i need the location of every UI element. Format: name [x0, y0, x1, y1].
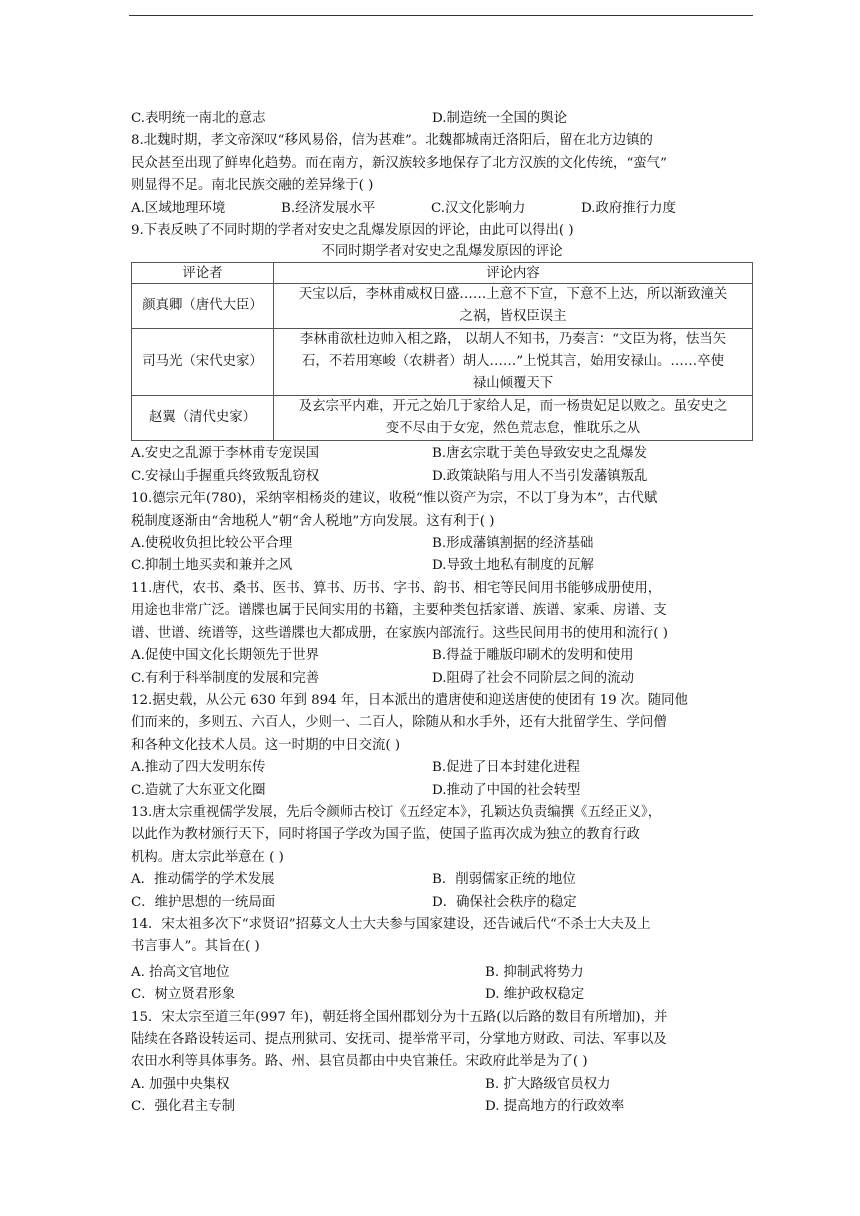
q10-stem-line: 税制度逐渐由“舍地税人”朝“舍人税地”方向发展。这有利于( ): [131, 513, 495, 529]
reviewer-cell: 赵翼（清代史家）: [132, 396, 274, 441]
q9-review-table: [131, 262, 753, 441]
table-row: [132, 396, 753, 441]
exam-page: [131, 108, 753, 1119]
q8-stem-line: 民众甚至出现了鲜卑化趋势。而在南方，新汉族较多地保存了北方汉族的文化传统，“蛮气”: [131, 155, 667, 171]
q11-option-c[interactable]: C.有利于科举制度的发展和完善: [131, 670, 320, 686]
content-line: 李林甫欲杜边帅入相之路， 以胡人不知书，乃奏言：“文臣为将，怯当矢: [299, 332, 727, 348]
q14-option-d[interactable]: D. 维护政权稳定: [485, 987, 585, 1003]
content-line: 及玄宗平内难，开元之始几于家给人足，而一杨贵妃足以败之。虽安史之: [298, 399, 728, 415]
question-13: [131, 802, 753, 914]
table-row: [132, 329, 753, 396]
q15-options-row: [131, 1096, 753, 1118]
content-line: 禄山倾覆天下: [472, 376, 554, 392]
q15-option-d[interactable]: D. 提高地方的行政效率: [485, 1099, 625, 1115]
q12-option-b[interactable]: B.促进了日本封建化进程: [432, 760, 581, 776]
header-reviewer: 评论者: [132, 263, 274, 284]
q11-option-a[interactable]: A.促使中国文化长期领先于世界: [131, 648, 320, 664]
q11-stem-line: 11.唐代，农书、桑书、医书、算书、历书、字书、韵书、相宅等民间用书能够成册使用，: [131, 580, 662, 596]
q8-option-a[interactable]: A.区域地理环境: [131, 200, 226, 216]
q9-option-d[interactable]: D.政策缺陷与用人不当引发藩镇叛乱: [432, 468, 648, 484]
q13-option-c[interactable]: C．维护思想的一统局面: [131, 894, 276, 910]
q12-option-d[interactable]: D.推动了中国的社会转型: [432, 782, 581, 798]
table-header-row: [132, 263, 753, 284]
question-12: [131, 690, 753, 802]
q10-option-c[interactable]: C.抑制土地买卖和兼并之风: [131, 558, 293, 574]
q13-option-a[interactable]: A．推动儒学的学术发展: [131, 872, 275, 888]
q14-stem-line: 书言事人”。其旨在( ): [131, 939, 260, 955]
q12-options-row: [131, 780, 753, 802]
q11-option-d[interactable]: D.阻碍了社会不同阶层之间的流动: [432, 670, 634, 686]
q9-option-c[interactable]: C.安禄山手握重兵终致叛乱窃权: [131, 468, 320, 484]
q11-options-row: [131, 668, 753, 690]
q13-options-row: [131, 892, 753, 914]
q8-stem-line: 则显得不足。南北民族交融的差异缘于( ): [131, 178, 374, 194]
q11-option-b[interactable]: B.得益于雕版印刷术的发明和使用: [432, 648, 634, 664]
q12-option-a[interactable]: A.推动了四大发明东传: [131, 760, 266, 776]
q10-option-a[interactable]: A.使税收负担比较公平合理: [131, 536, 293, 552]
header-rule: [129, 15, 753, 16]
q9-table-caption: 不同时期学者对安史之乱爆发原因的评论: [321, 244, 563, 260]
q12-option-c[interactable]: C.造就了大东亚文化圈: [131, 782, 266, 798]
q11-stem-line: 谱、世谱、统谱等，这些谱牒也大都成册，在家族内部流行。这些民间用书的使用和流行( ): [131, 625, 668, 641]
question-10: [131, 488, 753, 578]
q14-option-c[interactable]: C．树立贤君形象: [131, 987, 235, 1003]
content-line: 变不尽由于女宠，然色荒志怠，惟耽乐之从: [385, 421, 641, 437]
q13-stem-line: 13.唐太宗重视儒学发展，先后令颜师古校订《五经定本》，孔颖达负责编撰《五经正义》，: [131, 804, 662, 820]
q9-options-row: [131, 466, 753, 488]
q8-stem-line: 8.北魏时期，孝文帝深叹“移风易俗，信为甚难”。北魏都城南迁洛阳后，留在北方边镇的: [131, 133, 653, 149]
q15-stem-line: 陆续在各路设转运司、提点刑狱司、安抚司、提举常平司，分掌地方财政、司法、军事以及: [131, 1032, 667, 1047]
q7-option-c[interactable]: C.表明统一南北的意志: [131, 111, 266, 126]
q11-stem-line: 用途也非常广泛。谱牒也属于民间实用的书籍，主要种类包括家谱、族谱、家乘、房谱、支: [131, 603, 667, 619]
q14-stem-line: 14．宋太祖多次下“求贤诏”招募文人士大夫参与国家建设，还告诫后代“不杀士大夫及上: [131, 916, 651, 932]
q14-option-a[interactable]: A. 抬高文官地位: [131, 964, 230, 980]
q14-option-b[interactable]: B. 抑制武将势力: [485, 964, 584, 980]
q8-option-c[interactable]: C.汉文化影响力: [431, 200, 526, 216]
content-cell: [274, 329, 753, 396]
q12-stem-line: 们而来的，多则五、六百人，少则一、二百人，除随从和水手外，还有大批留学生、学问僧: [131, 715, 667, 731]
q10-option-b[interactable]: B.形成藩镇割据的经济基础: [432, 536, 594, 552]
q8-option-d[interactable]: D.政府推行力度: [581, 200, 676, 216]
q12-options-row: [131, 757, 753, 779]
reviewer-cell: 颜真卿（唐代大臣）: [132, 284, 274, 329]
question-9: [131, 220, 753, 488]
content-cell: [274, 396, 753, 441]
q10-options-row: [131, 555, 753, 577]
q12-stem-line: 和各种文化技术人员。这一时期的中日交流( ): [131, 737, 401, 753]
content-line: 之祸，皆权臣误主: [459, 309, 567, 325]
q15-stem-line: 农田水利等具体事务。路、州、县官员都由中央官兼任。宋政府此举是为了( ): [131, 1054, 588, 1070]
q15-option-a[interactable]: A. 加强中央集权: [131, 1076, 230, 1092]
q10-option-d[interactable]: D.导致土地私有制度的瓦解: [432, 558, 594, 574]
q9-option-a[interactable]: A.安史之乱源于李林甫专宠误国: [131, 446, 320, 462]
q14-options-row: [131, 962, 753, 984]
question-15: [131, 1007, 753, 1119]
question-11: [131, 578, 753, 690]
q8-option-b[interactable]: B.经济发展水平: [281, 200, 376, 216]
q15-options-row: [131, 1074, 753, 1096]
q15-option-b[interactable]: B. 扩大路级官员权力: [485, 1076, 611, 1092]
content-cell: [274, 284, 753, 329]
q8-options: [131, 198, 753, 220]
question-14: [131, 914, 753, 1007]
question-8: [131, 130, 753, 220]
q9-stem: 9.下表反映了不同时期的学者对安史之乱爆发原因的评论，由此可以得出( ): [131, 223, 574, 239]
q9-option-b[interactable]: B.唐玄宗耽于美色导致安史之乱爆发: [432, 446, 647, 462]
q12-stem-line: 12.据史载，从公元 630 年到 894 年，日本派出的遣唐使和迎送唐使的使团有 19 次。随同他: [131, 692, 688, 708]
q13-option-b[interactable]: B．削弱儒家正统的地位: [432, 872, 576, 888]
q10-options-row: [131, 533, 753, 555]
content-line: 天宝以后，李林甫威权日盛……上意不下宣，下意不上达，所以渐致潼关: [298, 287, 728, 303]
q7-options: [131, 108, 753, 130]
reviewer-cell: 司马光（宋代史家）: [132, 329, 274, 396]
q15-stem-line: 15．宋太宗至道三年(997 年)，朝廷将全国州郡划分为十五路(以后路的数目有所增加)，并: [131, 1009, 668, 1025]
q13-options-row: [131, 869, 753, 891]
q11-options-row: [131, 645, 753, 667]
q7-option-d[interactable]: D.制造统一全国的舆论: [432, 111, 568, 126]
table-row: [132, 284, 753, 329]
header-content: 评论内容: [274, 263, 753, 284]
q13-stem-line: 以此作为教材颁行天下，同时将国子学改为国子监，使国子监再次成为独立的教育行政: [131, 827, 640, 843]
content-line: 石，不若用寒峻（农耕者）胡人……”上悦其言，始用安禄山。……卒使: [302, 354, 724, 370]
q9-options-row: [131, 443, 753, 465]
q10-stem-line: 10.德宗元年(780)，采纳宰相杨炎的建议，收税“惟以资产为宗，不以丁身为本”，古代赋: [131, 491, 658, 507]
q13-option-d[interactable]: D．确保社会秩序的稳定: [432, 894, 577, 910]
q13-stem-line: 机构。唐太宗此举意在 ( ): [131, 849, 284, 865]
q15-option-c[interactable]: C．强化君主专制: [131, 1099, 235, 1115]
q14-options-row: [131, 984, 753, 1006]
